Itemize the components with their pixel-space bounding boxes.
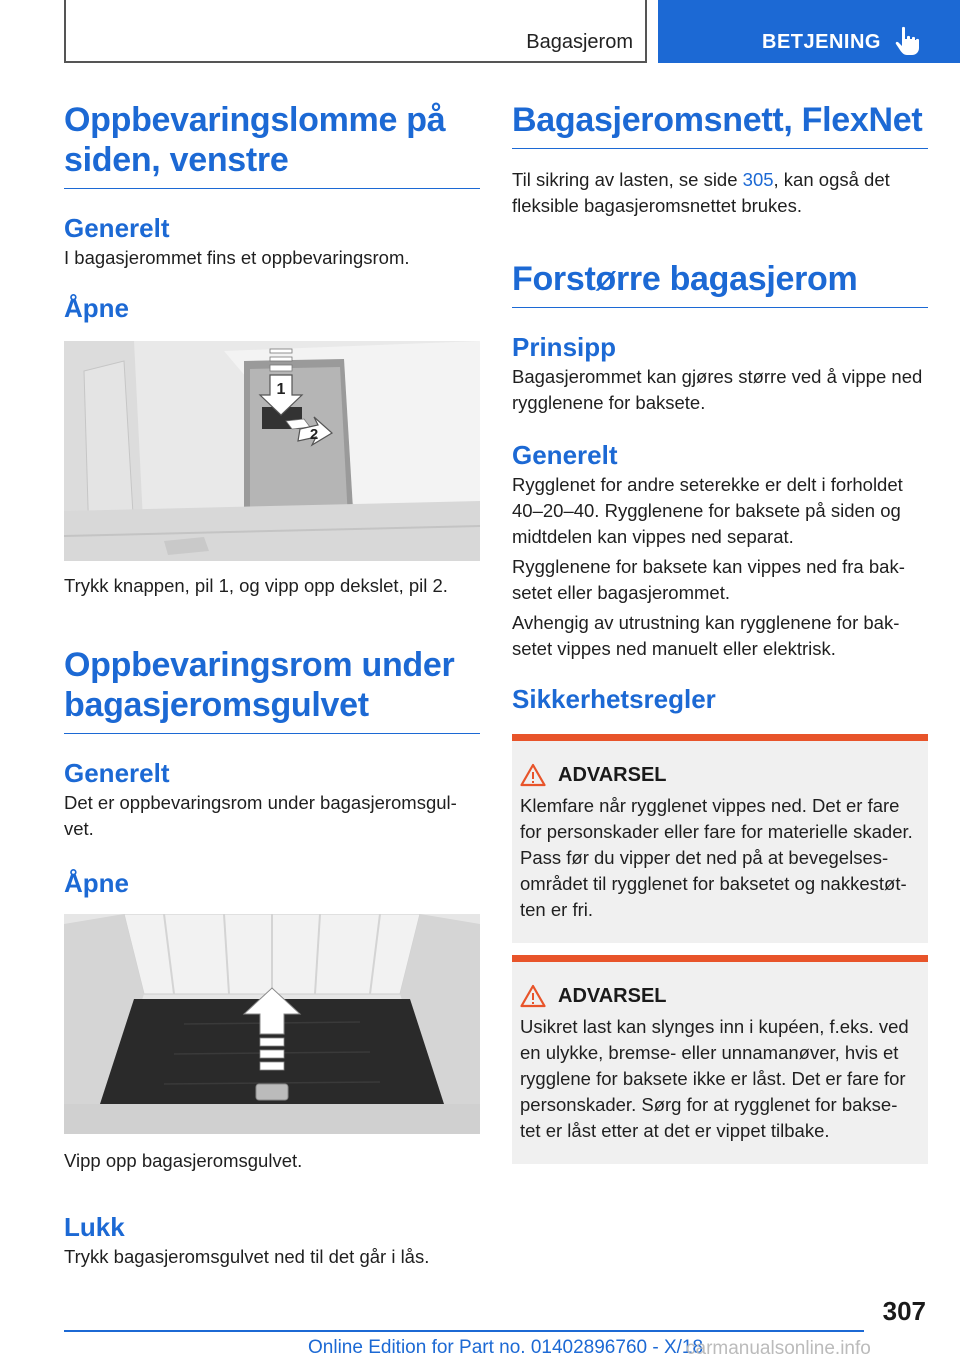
side-pocket-illustration: [64, 341, 480, 561]
heading-underfloor-storage: Oppbevaringsrom under bagasjeromsgulvet: [64, 645, 480, 734]
heading-side-pocket: Oppbevaringslomme på siden, venstre: [64, 100, 480, 189]
text-generelt-right-2: Rygglenene for baksete kan vippes ned fra bak- setet eller bagasjerommet.: [512, 556, 905, 603]
warning-label-2: ADVARSEL: [558, 984, 667, 1007]
warning-box-2: [512, 955, 928, 1164]
header-section-title: Bagasjerom: [526, 31, 633, 53]
svg-text:2: 2: [309, 426, 319, 443]
warning-text-1: Klemfare når rygglenet vippes ned. Det er fare for personskader eller fare for materielle skader. Pass før du vipper det ned på at bevegelses- området til rygglenet for baksetet og nakkestøt- ten er fri.: [520, 795, 913, 920]
heading-generelt-1: Generelt: [64, 213, 170, 243]
left-column: [64, 100, 480, 1270]
warning-triangle-icon: [520, 984, 546, 1008]
page-number: 307: [882, 1296, 926, 1326]
warning-box-1: [512, 734, 928, 943]
warning-triangle-icon: [520, 763, 546, 787]
warning-label-1: ADVARSEL: [558, 763, 667, 786]
heading-sikkerhetsregler: Sikkerhetsregler: [512, 684, 716, 714]
header-chapter-title: BETJENING: [762, 31, 881, 53]
text-flexnet-pre: Til sikring av lasten, se side: [512, 169, 743, 190]
text-generelt-right-1: Rygglenet for andre seterekke er delt i forholdet 40–20–40. Rygglenene for baksete på siden og midtdelen kan vippes ned separat.: [512, 474, 903, 547]
heading-apne-2: Åpne: [64, 868, 129, 898]
text-flexnet: [512, 167, 928, 219]
header-chapter-tab[interactable]: [658, 0, 960, 63]
caption-side-pocket: Trykk knappen, pil 1, og vipp opp dekslet, pil 2.: [64, 575, 448, 596]
heading-apne-1: Åpne: [64, 293, 129, 323]
heading-enlarge-cargo: Forstørre bagasjerom: [512, 259, 928, 308]
heading-flexnet: Bagasjeromsnett, FlexNet: [512, 100, 928, 149]
heading-prinsipp: Prinsipp: [512, 332, 617, 362]
warning-text-2: Usikret last kan slynges inn i kupéen, f.eks. ved en ulykke, bremse- eller unnamanøver, hvis et rygglene for baksete ikke er låst. Det er fare for personskader. Sørg for at rygglenet for bakse- tet er låst etter at det er vippet tilbake.: [520, 1016, 909, 1141]
pointing-hand-icon: [894, 26, 922, 56]
text-flexnet-post: , kan også det fleksible bagasjeromsnettet brukes.: [512, 169, 890, 216]
watermark-logo: carmanualsonline.info: [686, 1338, 871, 1359]
warning-title-1: [520, 761, 920, 789]
cargo-floor-illustration: [64, 914, 480, 1134]
right-column: [512, 100, 928, 1164]
text-generelt-2: Det er oppbevaringsrom under bagasjeromsgul- vet.: [64, 792, 457, 839]
heading-generelt-2: Generelt: [64, 758, 170, 788]
heading-generelt-right: Generelt: [512, 440, 618, 470]
page-link-305[interactable]: 305: [742, 169, 774, 190]
text-prinsipp: Bagasjerommet kan gjøres større ved å vippe ned rygglenene for baksete.: [512, 366, 923, 413]
svg-text:1: 1: [276, 381, 286, 398]
text-generelt-1: I bagasjerommet fins et oppbevaringsrom.: [64, 247, 410, 268]
text-generelt-right-3: Avhengig av utrustning kan rygglenene for bak- setet vippes ned manuelt eller elektrisk.: [512, 612, 900, 659]
caption-cargo-floor: Vipp opp bagasjeromsgulvet.: [64, 1150, 303, 1171]
edition-text: Online Edition for Part no. 01402896760 - X/18: [308, 1337, 704, 1358]
heading-lukk: Lukk: [64, 1212, 125, 1242]
warning-title-2: [520, 982, 920, 1010]
footer-divider: [64, 1330, 864, 1332]
text-lukk: Trykk bagasjeromsgulvet ned til det går i lås.: [64, 1246, 430, 1267]
header-section-box: [64, 0, 647, 63]
